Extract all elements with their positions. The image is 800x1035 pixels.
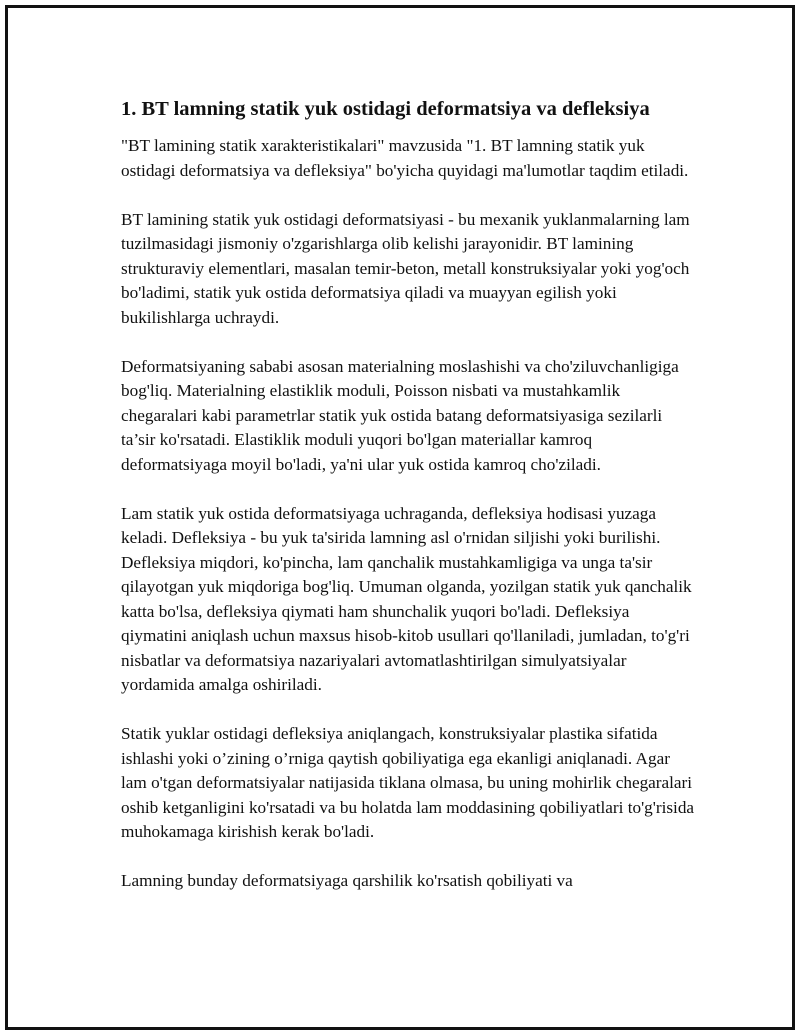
paragraph-intro: "BT lamining statik xarakteristikalari" mavzusida "1. BT lamning statik yuk ostidagi deformatsiya va defleksiya" bo'yicha quyidagi ma'lumotlar taqdim etiladi.	[121, 136, 689, 180]
paragraph-deflection: Lam statik yuk ostida deformatsiyaga uchraganda, defleksiya hodisasi yuzaga keladi. Defleksiya - bu yuk ta'sirida lamning asl o'rnidan siljishi yoki burilishi. Defleksiya miqdori, ko'pincha, lam qanchalik mustahkamligiga va unga ta'sir qilayotgan yuk miqdoriga bog'liq. Umuman olganda, yozilgan statik yuk qanchalik katta bo'lsa, defleksiya qiymati ham shunchalik yuqori bo'ladi. Defleksiya qiymatini aniqlash uchun maxsus hisob-kitob usullari qo'llaniladi, jumladan, to'g'ri nisbatlar va deformatsiya nazariyalari avtomatlashtirilgan simulyatsiyalar yordamida amalga oshiriladi.	[121, 503, 692, 694]
paragraph-resistance: Lamning bunday deformatsiyaga qarshilik ko'rsatish qobiliyati va	[121, 871, 573, 890]
paragraph-deformation: BT lamining statik yuk ostidagi deformatsiyasi - bu mexanik yuklanmalarning lam tuzilmasidagi jismoniy o'zgarishlarga olib kelishi jarayonidir. BT lamining strukturaviy elementlari, masalan temir-beton, metall konstruksiyalar yoki yog'och bo'ladimi, statik yuk ostida deformatsiya qiladi va muayyan egilish yoki bukilishlarga uchraydi.	[121, 209, 690, 327]
section-heading: 1. BT lamning statik yuk ostidagi deformatsiya va defleksiya	[121, 98, 650, 120]
document-body	[121, 96, 696, 918]
paragraph-causes: Deformatsiyaning sababi asosan materialning moslashishi va cho'ziluvchanligiga bog'liq. Materialning elastiklik moduli, Poisson nisbati va mustahkamlik chegaralari kabi parametrlar statik yuk ostida batang deformatsiyasiga sezilarli ta’sir ko'rsatadi. Elastiklik moduli yuqori bo'lgan materiallar kamroq deformatsiyaga moyil bo'ladi, ya'ni ular yuk ostida kamroq cho'ziladi.	[121, 356, 679, 474]
paragraph-plasticity: Statik yuklar ostidagi defleksiya aniqlangach, konstruksiyalar plastika sifatida ishlashi yoki o’zining o’rniga qaytish qobiliyatiga ega ekanligi aniqlanadi. Agar lam o'tgan deformatsiyalar natijasida tiklana olmasa, bu uning mohirlik chegaralari oshib ketganligini ko'rsatadi va bu holatda lam moddasining qobiliyatlari to'g'risida muhokamaga kirishish kerak bo'ladi.	[121, 724, 695, 841]
document-page	[5, 5, 795, 1030]
